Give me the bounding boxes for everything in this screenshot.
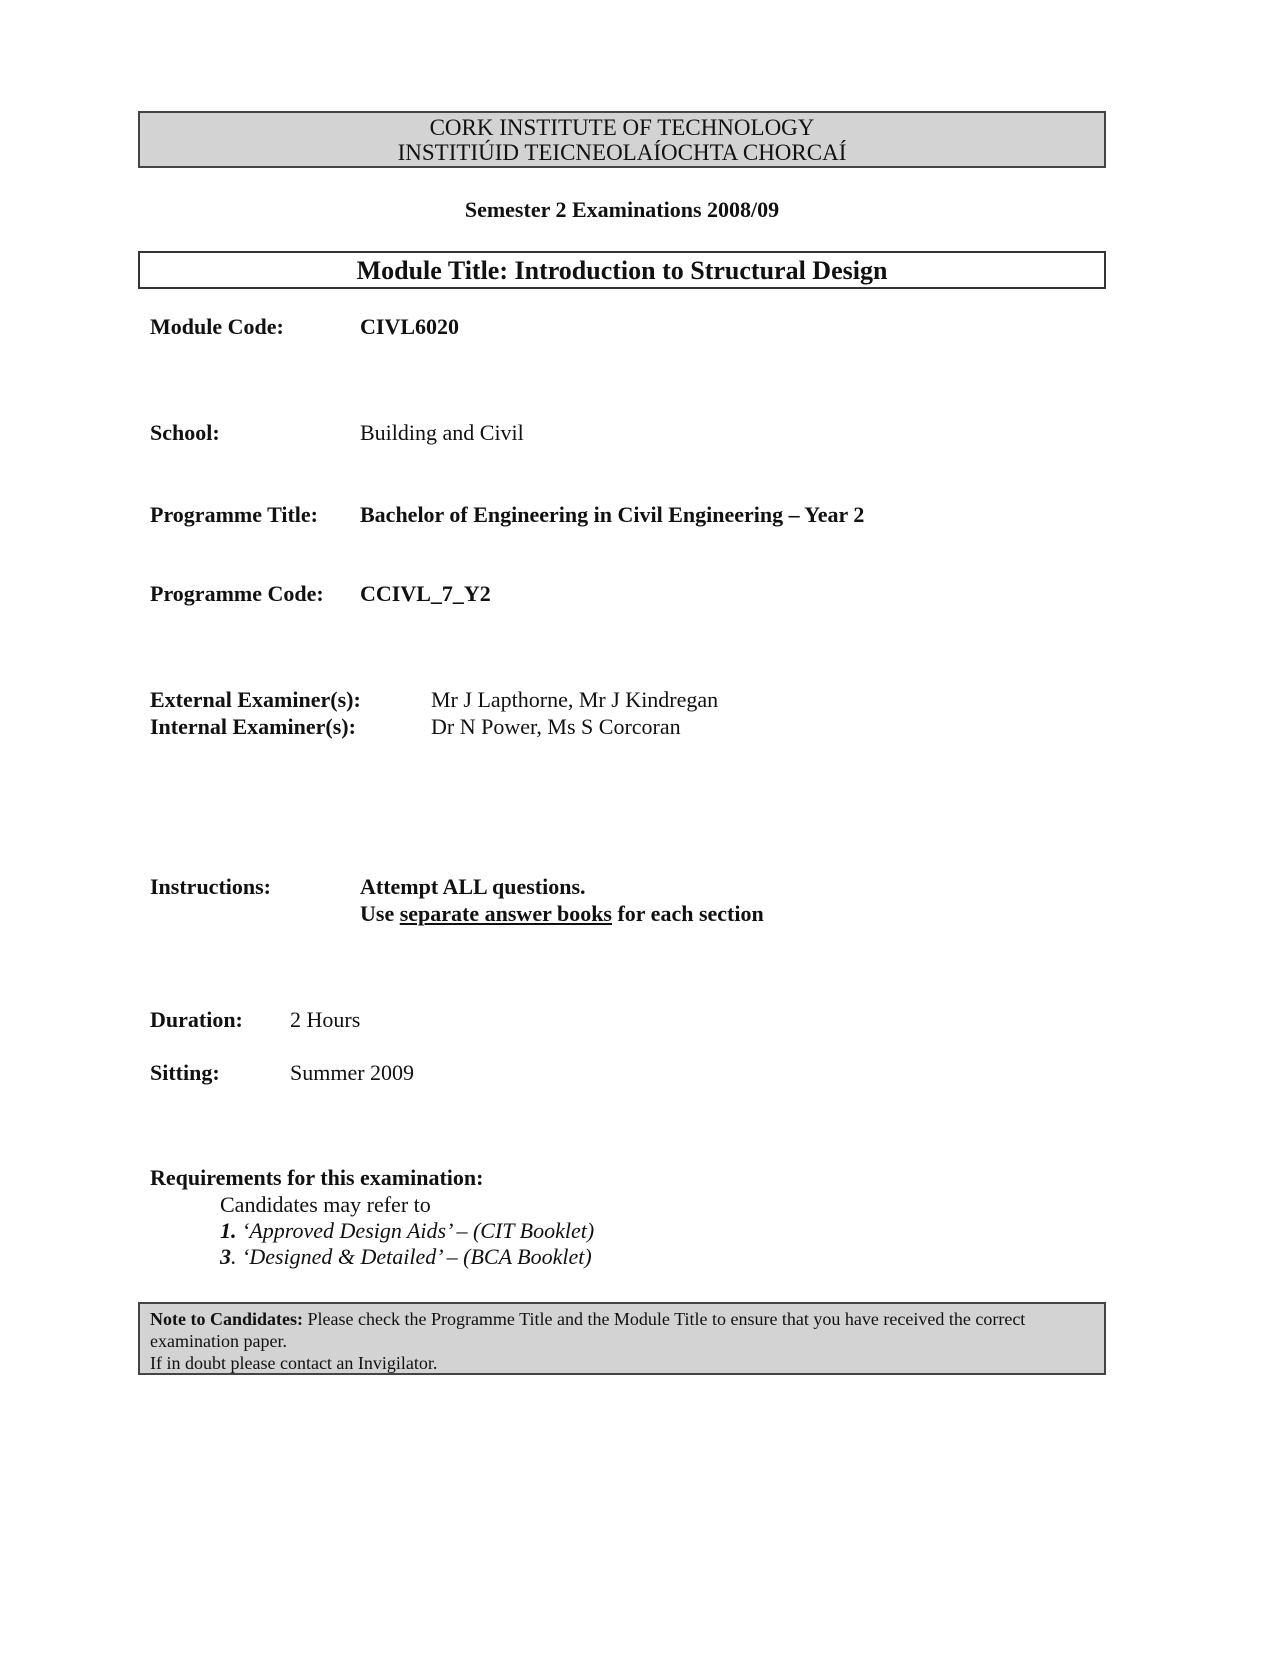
sitting-label: Sitting:: [150, 1060, 220, 1085]
instructions-line2: [360, 901, 764, 927]
school-value: Building and Civil: [360, 420, 524, 445]
module-code-value: CIVL6020: [360, 314, 460, 339]
note-to-candidates: [138, 1302, 1106, 1375]
exam-session: Semester 2 Examinations 2008/09: [464, 197, 780, 222]
note-label: Note to Candidates:: [150, 1309, 303, 1329]
requirement-item-2: [220, 1244, 592, 1270]
school-label: School:: [150, 420, 220, 445]
duration-label: Duration:: [150, 1007, 243, 1032]
note-text: [150, 1308, 1094, 1352]
instructions-line2-pre: Use: [360, 901, 400, 926]
programme-title-label: Programme Title:: [150, 502, 319, 527]
instructions-label: Instructions:: [150, 874, 272, 899]
institute-name-irish: INSTITIÚID TEICNEOLAÍOCHTA CHORCAÍ: [397, 140, 847, 165]
instructions-line2-post: for each section: [611, 901, 764, 926]
programme-code-value: CCIVL_7_Y2: [360, 581, 491, 606]
requirement-text-2: . ‘Designed & Detailed’ – (BCA Booklet): [231, 1244, 592, 1269]
note-line2: If in doubt please contact an Invigilator.: [150, 1353, 438, 1373]
requirements-heading: Requirements for this examination:: [150, 1165, 484, 1190]
note-body: Please check the Programme Title and the Module Title to ensure that you have received the correct examination paper.: [150, 1309, 1026, 1351]
programme-title-value: Bachelor of Engineering in Civil Engineering – Year 2: [360, 502, 865, 527]
institute-name-english: CORK INSTITUTE OF TECHNOLOGY: [429, 115, 815, 140]
requirements-intro: Candidates may refer to: [220, 1192, 431, 1217]
internal-examiners-label: Internal Examiner(s):: [150, 714, 356, 739]
programme-code-label: Programme Code:: [150, 581, 324, 606]
external-examiners-value: Mr J Lapthorne, Mr J Kindregan: [431, 687, 719, 712]
module-title: Module Title: Introduction to Structural Design: [138, 251, 1106, 289]
external-examiners-label: External Examiner(s):: [150, 687, 361, 712]
requirement-number-1: 1.: [220, 1218, 237, 1243]
requirement-item-1: [220, 1218, 594, 1244]
institute-header: [138, 111, 1106, 168]
instructions-underlined: separate answer books: [399, 901, 612, 926]
instructions-line1: Attempt ALL questions.: [360, 874, 586, 899]
internal-examiners-value: Dr N Power, Ms S Corcoran: [431, 714, 681, 739]
duration-value: 2 Hours: [290, 1007, 361, 1032]
sitting-value: Summer 2009: [290, 1060, 415, 1085]
module-code-label: Module Code:: [150, 314, 284, 339]
requirement-text-1: ‘Approved Design Aids’ – (CIT Booklet): [236, 1218, 595, 1243]
requirement-number-2: 3: [220, 1244, 231, 1269]
